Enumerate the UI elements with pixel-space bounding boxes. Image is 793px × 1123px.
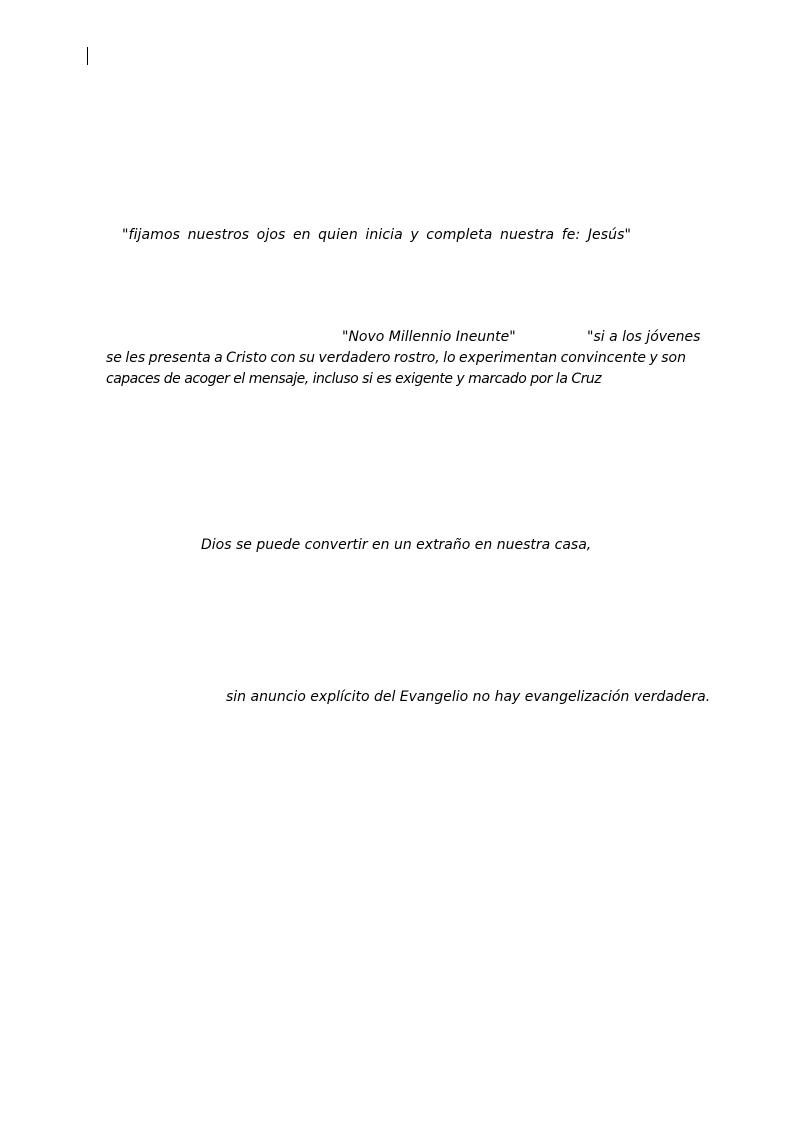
word: verdadero xyxy=(318,350,391,366)
quote-youth-line-2 xyxy=(106,347,686,369)
letter-title: "Novo Millennio Ineunte" xyxy=(342,329,516,345)
word: experimentan xyxy=(459,350,558,366)
word: Cristo xyxy=(226,350,267,366)
quote-stranger: Dios se puede convertir en un extraño en nuestra casa, xyxy=(201,537,592,553)
word: convincente xyxy=(560,350,647,366)
word: y xyxy=(649,350,658,366)
text-cursor xyxy=(87,47,88,65)
quote-youth-start: "si a los jóvenes xyxy=(587,329,701,345)
quote-faith: "fijamos nuestros ojos en quien inicia y completa nuestra fe: Jesús" xyxy=(122,227,632,243)
word: su xyxy=(298,350,316,366)
word: presenta xyxy=(148,350,211,366)
word: se xyxy=(106,350,122,366)
word: rostro, xyxy=(393,350,440,366)
word: con xyxy=(270,350,296,366)
word: a xyxy=(214,350,223,366)
word: lo xyxy=(443,350,456,366)
quote-gospel: sin anuncio explícito del Evangelio no hay evangelización verdadera. xyxy=(226,689,711,705)
quote-youth-line-3: capaces de acoger el mensaje, incluso si es exigente y marcado por la Cruz xyxy=(106,371,602,387)
word: son xyxy=(661,350,686,366)
word: les xyxy=(125,350,146,366)
